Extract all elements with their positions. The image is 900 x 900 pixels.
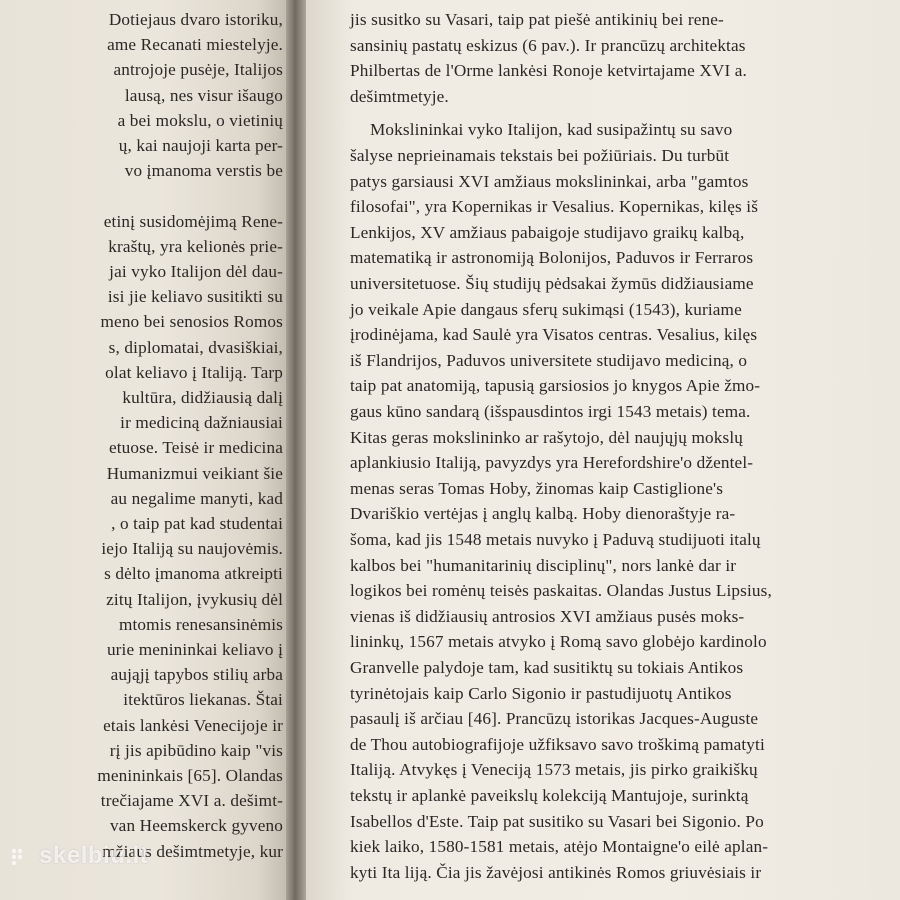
right-page-line: Mokslininkai vyko Italijon, kad susipažintų su savo: [370, 120, 733, 140]
right-page-line: Isabellos d'Este. Taip pat susitiko su Vasari bei Sigonio. Po: [350, 811, 764, 831]
right-page-line: šoma, kad jis 1548 metais nuvyko į Paduvą studijuoti italų: [350, 530, 761, 549]
right-page-line: logikos bei romėnų teisės paskaitas. Olandas Justus Lipsius,: [350, 581, 772, 601]
left-page-line: mžiaus dešimtmetyje, kur: [102, 841, 283, 861]
left-page-line: mtomis renesansinėmis: [118, 614, 283, 634]
left-page-line: vo įmanoma verstis be: [124, 161, 283, 181]
left-page-line: trečiajame XVI a. dešimt-: [100, 791, 283, 811]
left-page-line: meno bei senosios Romos: [100, 312, 283, 332]
right-page-line: patys garsiausi XVI amžiaus mokslininkai, arba "gamtos: [350, 171, 749, 191]
left-page-line: ame Recanati miestelyje.: [107, 35, 283, 55]
left-page-line: menininkais [65]. Olandas: [97, 766, 283, 785]
left-page-line: zitų Italijon, įvykusių dėl: [106, 589, 283, 609]
right-page-line: menas seras Tomas Hoby, žinomas kaip Castiglione's: [350, 478, 724, 498]
right-page-line: lininkų, 1567 metais atvyko į Romą savo globėjo kardinolo: [350, 632, 767, 652]
right-page-line: sansinių pastatų eskizus (6 pav.). Ir prancūzų architektas: [350, 35, 746, 55]
left-page-line: van Heemskerck gyveno: [109, 816, 283, 836]
right-page-line: Philbertas de l'Orme lankėsi Ronoje ketvirtajame XVI a.: [350, 61, 747, 81]
left-page-line: urie menininkai keliavo į: [106, 640, 283, 659]
left-page: [0, 0, 293, 900]
left-page-line: kultūra, didžiausią dalį: [122, 388, 283, 407]
left-page-line: Dotiejaus dvaro istoriku,: [108, 10, 283, 29]
watermark-text: skelbiu.lt: [39, 842, 149, 869]
watermark-logo-icon: [10, 847, 28, 865]
left-page-line: Humanizmui veikiant šie: [106, 463, 283, 483]
left-page-line: , o taip pat kad studentai: [111, 514, 283, 533]
right-page-line: aplankiusio Italiją, pavyzdys yra Herefordshire'o džentel-: [350, 453, 754, 473]
left-page-line: itektūros liekanas. Štai: [123, 690, 283, 710]
right-page-line: šalyse neprieinamais tekstais bei požiūriais. Du turbūt: [350, 146, 730, 165]
left-page-line: a bei mokslu, o vietinių: [117, 110, 283, 130]
left-page-line: jai vyko Italijon dėl dau-: [109, 262, 283, 281]
right-page-line: Italiją. Atvykęs į Veneciją 1573 metais, jis pirko graikiškų: [350, 760, 758, 780]
left-page-line: kraštų, yra kelionės prie-: [108, 236, 283, 256]
left-page-line: antrojoje pusėje, Italijos: [113, 60, 283, 80]
right-page-line: jo veikale Apie dangaus sferų sukimąsi (1543), kuriame: [350, 299, 742, 319]
right-page-line: dešimtmetyje.: [350, 86, 449, 106]
right-page-line: jis susitko su Vasari, taip pat piešė antikinių bei rene-: [350, 10, 724, 29]
left-page-line: au negalime manyti, kad: [110, 488, 283, 508]
right-page-line: iš Flandrijos, Paduvos universitete studijavo mediciną, o: [350, 350, 748, 370]
right-page: [306, 0, 900, 900]
left-page-line: s dėlto įmanoma atkreipti: [104, 564, 283, 584]
right-page-line: tekstų ir aplankė paveikslų kolekciją Mantujoje, surinktą: [350, 786, 749, 805]
watermark: [10, 842, 148, 870]
left-page-line: lausą, nes visur išaugo: [124, 85, 283, 105]
left-page-line: etinį susidomėjimą Rene-: [103, 211, 283, 231]
right-page-line: de Thou autobiografijoje užfiksavo savo troškimą pamatyti: [350, 734, 765, 754]
right-page-line: Kitas geras mokslininko ar rašytojo, dėl naujųjų mokslų: [350, 427, 744, 447]
left-page-line: etais lankėsi Venecijoje ir: [103, 715, 283, 735]
right-page-line: filosofai", yra Kopernikas ir Vesalius. Kopernikas, kilęs iš: [350, 197, 759, 217]
right-page-line: matematiką ir astronomiją Bolonijos, Paduvos ir Ferraros: [350, 248, 754, 268]
left-page-line: etuose. Teisė ir medicina: [108, 438, 283, 458]
left-page-line: ir mediciną dažniausiai: [120, 413, 283, 433]
left-page-line: ų, kai naujoji karta per-: [118, 136, 283, 155]
right-page-line: kalbos bei "humanitarinių disciplinų", nors lankė dar ir: [350, 555, 737, 575]
right-page-line: Granvelle palydoje tam, kad susitiktų su tokiais Antikos: [350, 658, 744, 677]
right-page-line: Dvariškio vertėjas į anglų kalbą. Hoby dienoraštyje ra-: [350, 504, 736, 524]
right-page-line: kyti Ita liją. Čia jis žavėjosi antikinės Romos griuvėsiais ir: [350, 862, 762, 882]
right-page-line: Lenkijos, XV amžiaus pabaigoje studijavo graikų kalbą,: [350, 222, 745, 242]
right-page-line: universitetuose. Šių studijų pėdsakai žymūs didžiausiame: [350, 274, 754, 293]
left-page-line: olat keliavo į Italiją. Tarp: [105, 362, 283, 382]
right-page-line: pasaulį iš arčiau [46]. Prancūzų istorikas Jacques-Auguste: [350, 709, 759, 729]
right-page-line: taip pat anatomiją, tapusią garsiosios jo knygos Apie žmo-: [350, 376, 761, 396]
right-page-line: gaus kūno sandarą (išspausdintos irgi 1543 metais) tema.: [350, 402, 751, 421]
right-page-line: vienas iš didžiausių antrosios XVI amžiaus pusės moks-: [350, 606, 745, 626]
right-page-line: įrodinėjama, kad Saulė yra Visatos centras. Vesalius, kilęs: [350, 325, 758, 345]
left-page-line: s, diplomatai, dvasiškiai,: [108, 337, 283, 357]
left-page-line: rį jis apibūdino kaip "vis: [109, 740, 283, 760]
right-page-line: tyrinėtojais kaip Carlo Sigonio ir pastudijuotų Antikos: [350, 683, 732, 703]
right-page-line: kiek laiko, 1580-1581 metais, atėjo Montaigne'o eilė aplan-: [350, 837, 769, 857]
left-page-line: aująjį tapybos stilių arba: [110, 665, 283, 685]
left-page-line: isi jie keliavo susitikti su: [107, 287, 283, 307]
left-page-line: iejo Italiją su naujovėmis.: [101, 539, 283, 559]
